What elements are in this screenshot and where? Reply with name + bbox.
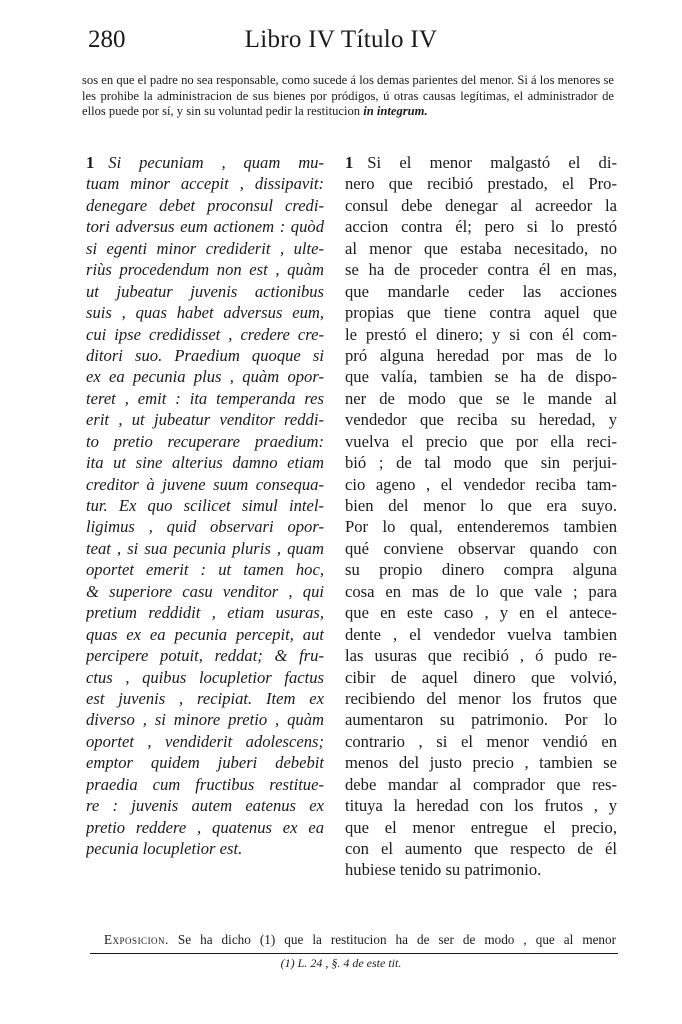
latin-line-text: re : juvenis autem eatenus ex xyxy=(86,796,324,816)
spanish-line xyxy=(345,216,617,237)
spanish-line-text: le prestó el dinero; y si con él com- xyxy=(345,324,617,344)
latin-line-text: pretium reddidit , etiam usuras, xyxy=(86,603,324,623)
intro-emphasis: in integrum. xyxy=(363,104,428,118)
latin-line xyxy=(86,474,324,495)
page-header xyxy=(0,26,682,60)
spanish-paragraph-number: 1 xyxy=(345,153,354,172)
latin-line xyxy=(86,302,324,323)
latin-line-text: Si pecuniam , quam mu- xyxy=(108,153,324,172)
spanish-line-text: con el aumento que respecto de él xyxy=(345,839,617,858)
latin-line xyxy=(86,667,324,688)
spanish-line-text: ner de modo que se le mande al xyxy=(345,388,617,408)
latin-line-text: si egenti minor crediderit , ulte- xyxy=(86,238,324,258)
spanish-line-text: las usuras que recibió , ó pudo re- xyxy=(345,646,617,666)
intro-text: sos en que el padre no sea responsable, como sucede á los demas parientes del menor. Si á los menores se les prohibe la administracion de sus bienes por pródigos, ú otras causas legítimas, el administrador de ellos puede por sí, y sin su voluntad pedir la restitucion xyxy=(82,73,614,118)
spanish-line-text: aumentaron su patrimonio. Por lo xyxy=(345,710,617,730)
latin-line xyxy=(86,324,324,345)
spanish-line-text: cio ageno , el vendedor reciba tam- xyxy=(345,474,617,494)
latin-line-text: riùs procedendum non est , quàm xyxy=(86,260,324,280)
footnote-divider xyxy=(90,953,618,954)
latin-line-text: pecunia locupletior est. xyxy=(86,839,243,858)
latin-line-text: praedia cum fructibus restitue- xyxy=(86,774,324,794)
latin-line-text: ita ut sine alterius damno etiam xyxy=(86,453,324,473)
latin-line xyxy=(86,774,324,795)
spanish-line xyxy=(345,795,617,816)
latin-line xyxy=(86,688,324,709)
spanish-line xyxy=(345,645,617,666)
latin-line-text: ditori suo. Praedium quoque si xyxy=(86,345,324,365)
latin-line-text: diverso , si minore pretio , quàm xyxy=(86,710,324,730)
spanish-line xyxy=(345,366,617,387)
latin-line-text: tori adversus eum actionem : quòd xyxy=(86,217,324,237)
latin-line xyxy=(86,581,324,602)
latin-line-text: to pretio recuperare praedium: xyxy=(86,431,324,451)
spanish-line-text: que en este caso , y en el antece- xyxy=(345,603,617,623)
latin-line xyxy=(86,195,324,216)
spanish-line xyxy=(345,474,617,495)
spanish-line-text: accion contra él; pero si lo prestó xyxy=(345,217,617,237)
latin-line-text: teret , emit : ita temperanda res xyxy=(86,388,324,408)
spanish-line xyxy=(345,688,617,709)
latin-line-text: emptor quidem juberi debebit xyxy=(86,753,324,773)
spanish-line xyxy=(345,324,617,345)
latin-line xyxy=(86,259,324,280)
spanish-line xyxy=(345,516,617,537)
spanish-line xyxy=(345,452,617,473)
spanish-line xyxy=(345,281,617,302)
exposicion-label: Exposicion. xyxy=(104,932,169,947)
latin-line xyxy=(86,838,324,859)
spanish-line xyxy=(345,602,617,623)
latin-line-text: quas ex ea pecunia percepit, aut xyxy=(86,624,324,644)
spanish-line xyxy=(345,195,617,216)
spanish-line xyxy=(345,238,617,259)
spanish-line xyxy=(345,388,617,409)
spanish-line xyxy=(345,173,617,194)
latin-paragraph-number: 1 xyxy=(86,153,95,172)
latin-line-text: teat , si sua pecunia pluris , quam xyxy=(86,538,324,558)
exposicion-paragraph xyxy=(104,932,616,948)
exposicion-text: Se ha dicho (1) que la restitucion ha de ser de modo , que al menor xyxy=(177,932,617,947)
spanish-line-text: vendedor que reciba su heredad, y xyxy=(345,410,617,430)
spanish-line-text: cibir de aquel dinero que volvió, xyxy=(345,667,617,687)
latin-line xyxy=(86,281,324,302)
spanish-line-text: recibiendo del menor los frutos que xyxy=(345,688,617,708)
latin-line-text: ctus , quibus locupletior factus xyxy=(86,667,324,687)
latin-line-text: est juvenis , recipiat. Item ex xyxy=(86,688,324,708)
latin-line xyxy=(86,795,324,816)
latin-line xyxy=(86,452,324,473)
spanish-text-column xyxy=(345,152,617,881)
latin-line-text: cui ipse credidisset , credere cre- xyxy=(86,324,324,344)
spanish-line-text: consul debe denegar al acreedor la xyxy=(345,195,617,215)
spanish-line xyxy=(345,752,617,773)
spanish-line-text: que mandarle ceder las acciones xyxy=(345,281,617,301)
spanish-line xyxy=(345,538,617,559)
latin-line xyxy=(86,516,324,537)
footnote: (1) L. 24 , §. 4 de este tit. xyxy=(280,956,402,970)
spanish-line xyxy=(345,345,617,366)
latin-line xyxy=(86,538,324,559)
latin-line xyxy=(86,152,324,173)
spanish-line-text: se ha de proceder contra él en mas, xyxy=(345,260,617,280)
spanish-line xyxy=(345,302,617,323)
latin-line-text: ex ea pecunia plus , quàm opor- xyxy=(86,367,324,387)
latin-line xyxy=(86,366,324,387)
latin-line-text: creditor à juvene suum consequa- xyxy=(86,474,324,494)
spanish-line-text: tituya la heredad con los frutos , y xyxy=(345,796,617,816)
spanish-line-text: que el menor entregue el precio, xyxy=(345,817,617,837)
latin-line xyxy=(86,731,324,752)
latin-line xyxy=(86,624,324,645)
latin-line xyxy=(86,431,324,452)
spanish-line xyxy=(345,817,617,838)
spanish-line-text: bien del menor lo que era suyo. xyxy=(345,496,617,515)
latin-line-text: percipere potuit, reddat; & fru- xyxy=(86,646,324,666)
spanish-line xyxy=(345,774,617,795)
spanish-line-text: vuelva el precio que por ella reci- xyxy=(345,431,617,451)
spanish-line xyxy=(345,559,617,580)
intro-paragraph xyxy=(82,73,614,120)
spanish-line xyxy=(345,859,617,880)
latin-line xyxy=(86,238,324,259)
spanish-line-text: bió ; de tal modo que sin perjui- xyxy=(345,453,617,473)
spanish-line-text: contrario , si el menor vendió en xyxy=(345,731,617,751)
spanish-line-text: al menor que estaba necesitado, no xyxy=(345,238,617,258)
latin-line xyxy=(86,495,324,516)
latin-line-text: tur. Ex quo scilicet simul intel- xyxy=(86,496,324,515)
latin-line-text: oportet , vendiderit adolescens; xyxy=(86,731,324,751)
spanish-line-text: qué conviene observar quando con xyxy=(345,538,617,558)
spanish-line-text: dente , el vendedor vuelva tambien xyxy=(345,624,617,644)
spanish-line-text: propias que tiene contra aquel que xyxy=(345,303,617,323)
spanish-line xyxy=(345,667,617,688)
spanish-line xyxy=(345,409,617,430)
latin-line xyxy=(86,752,324,773)
spanish-line-text: nero que recibió prestado, el Pro- xyxy=(345,174,617,194)
spanish-line-text: menos del justo precio , tambien se xyxy=(345,753,617,773)
running-title: Libro IV Título IV xyxy=(244,26,438,53)
spanish-line xyxy=(345,495,617,516)
latin-line-text: tuam minor accepit , dissipavit: xyxy=(86,174,324,194)
spanish-line-text: su propio dinero compra alguna xyxy=(345,560,617,580)
latin-line-text: denegare debet proconsul credi- xyxy=(86,195,324,215)
latin-line xyxy=(86,216,324,237)
spanish-line xyxy=(345,152,617,173)
spanish-line-text: que valía, tambien se ha de dispo- xyxy=(345,367,617,387)
spanish-line-text: Por lo qual, entenderemos tambien xyxy=(345,517,617,537)
latin-line xyxy=(86,602,324,623)
spanish-line-text: debe mandar al comprador que res- xyxy=(345,774,617,794)
latin-text-column xyxy=(86,152,324,859)
spanish-line-text: pró alguna heredad por mas de lo xyxy=(345,345,617,365)
latin-line-text: ligimus , quid observari opor- xyxy=(86,517,324,537)
latin-line xyxy=(86,709,324,730)
spanish-line xyxy=(345,731,617,752)
latin-line xyxy=(86,388,324,409)
latin-line-text: pretio reddere , quatenus ex ea xyxy=(86,817,324,837)
latin-line xyxy=(86,173,324,194)
spanish-line-text: hubiese tenido su patrimonio. xyxy=(345,860,542,880)
latin-line xyxy=(86,345,324,366)
spanish-line-text: cosa en mas de lo que vale ; para xyxy=(345,581,617,601)
latin-line-text: erit , ut jubeatur venditor reddi- xyxy=(86,410,324,430)
spanish-line xyxy=(345,709,617,730)
latin-line xyxy=(86,645,324,666)
spanish-line xyxy=(345,431,617,452)
latin-line xyxy=(86,409,324,430)
spanish-line-text: Si el menor malgastó el di- xyxy=(367,153,617,172)
spanish-line xyxy=(345,624,617,645)
spanish-line xyxy=(345,259,617,280)
latin-line-text: suis , quas habet adversus eum, xyxy=(86,303,324,323)
latin-line-text: & superiore casu venditor , qui xyxy=(86,581,324,601)
latin-line-text: oportet emerit : ut tamen hoc, xyxy=(86,560,324,580)
latin-line-text: ut jubeatur juvenis actionibus xyxy=(86,281,324,301)
spanish-line xyxy=(345,838,617,859)
latin-line xyxy=(86,559,324,580)
latin-line xyxy=(86,817,324,838)
page-number: 280 xyxy=(88,26,126,53)
spanish-line xyxy=(345,581,617,602)
